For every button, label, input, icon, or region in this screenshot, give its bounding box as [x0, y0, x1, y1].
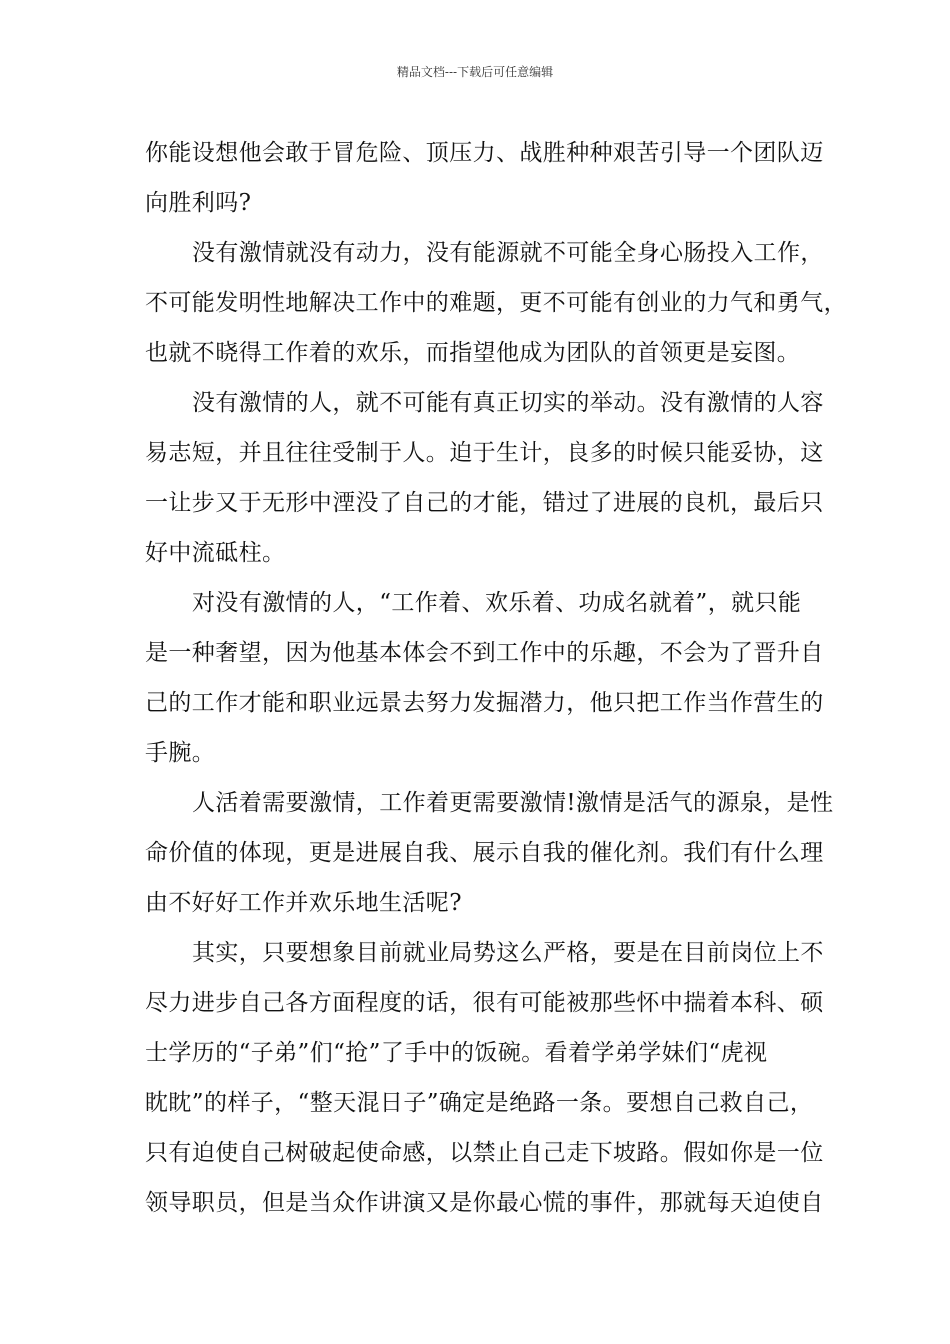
text-line: 向胜利吗?	[145, 190, 252, 216]
page-header: 精品文档---下载后可任意编辑	[396, 65, 554, 79]
text-line: 己的工作才能和职业远景去努力发掘潜力，他只把工作当作营生的	[145, 690, 824, 716]
text-line: 手腕。	[145, 740, 216, 766]
paragraph-start-line: 人活着需要激情，工作着更需要激情!激情是活气的源泉，是性	[192, 790, 834, 816]
text-line: 好中流砥柱。	[145, 540, 286, 566]
text-line: 也就不晓得工作着的欢乐，而指望他成为团队的首领更是妄图。	[145, 340, 801, 366]
document-body	[145, 128, 847, 1228]
paragraph-start-line: 其实，只要想象目前就业局势这么严格，要是在目前岗位上不	[192, 940, 824, 966]
text-line: 是一种奢望，因为他基本体会不到工作中的乐趣，不会为了晋升自	[145, 640, 824, 666]
text-line: 只有迫使自己树破起使命感，以禁止自己走下坡路。假如你是一位	[145, 1140, 824, 1166]
text-line: 命价值的体现，更是进展自我、展示自我的催化剂。我们有什么理	[145, 840, 824, 866]
text-line: 易志短，并且往往受制于人。迫于生计，良多的时候只能妥协，这	[145, 440, 824, 466]
text-line: 尽力进步自己各方面程度的话，很有可能被那些怀中揣着本科、硕	[145, 990, 824, 1016]
paragraph-start-line: 没有激情就没有动力，没有能源就不可能全身心肠投入工作，	[192, 240, 824, 266]
text-line: 一让步又于无形中湮没了自己的才能，错过了进展的良机，最后只	[145, 490, 824, 516]
paragraph-start-line: 对没有激情的人，“工作着、欢乐着、功成名就着”，就只能	[192, 590, 802, 616]
text-line: 不可能发明性地解决工作中的难题，更不可能有创业的力气和勇气，	[145, 290, 847, 316]
text-line: 你能设想他会敢于冒危险、顶压力、战胜种种艰苦引导一个团队迈	[145, 140, 824, 166]
text-line: 领导职员，但是当众作讲演又是你最心慌的事件，那就每天迫使自	[145, 1190, 824, 1216]
paragraph-start-line: 没有激情的人，就不可能有真正切实的举动。没有激情的人容	[192, 390, 824, 416]
text-line: 由不好好工作并欢乐地生活呢?	[145, 890, 462, 916]
text-line: 士学历的“子弟”们“抢”了手中的饭碗。看着学弟学妹们“虎视	[145, 1040, 768, 1066]
text-line: 眈眈”的样子，“整天混日子”确定是绝路一条。要想自己救自己，	[145, 1090, 814, 1116]
